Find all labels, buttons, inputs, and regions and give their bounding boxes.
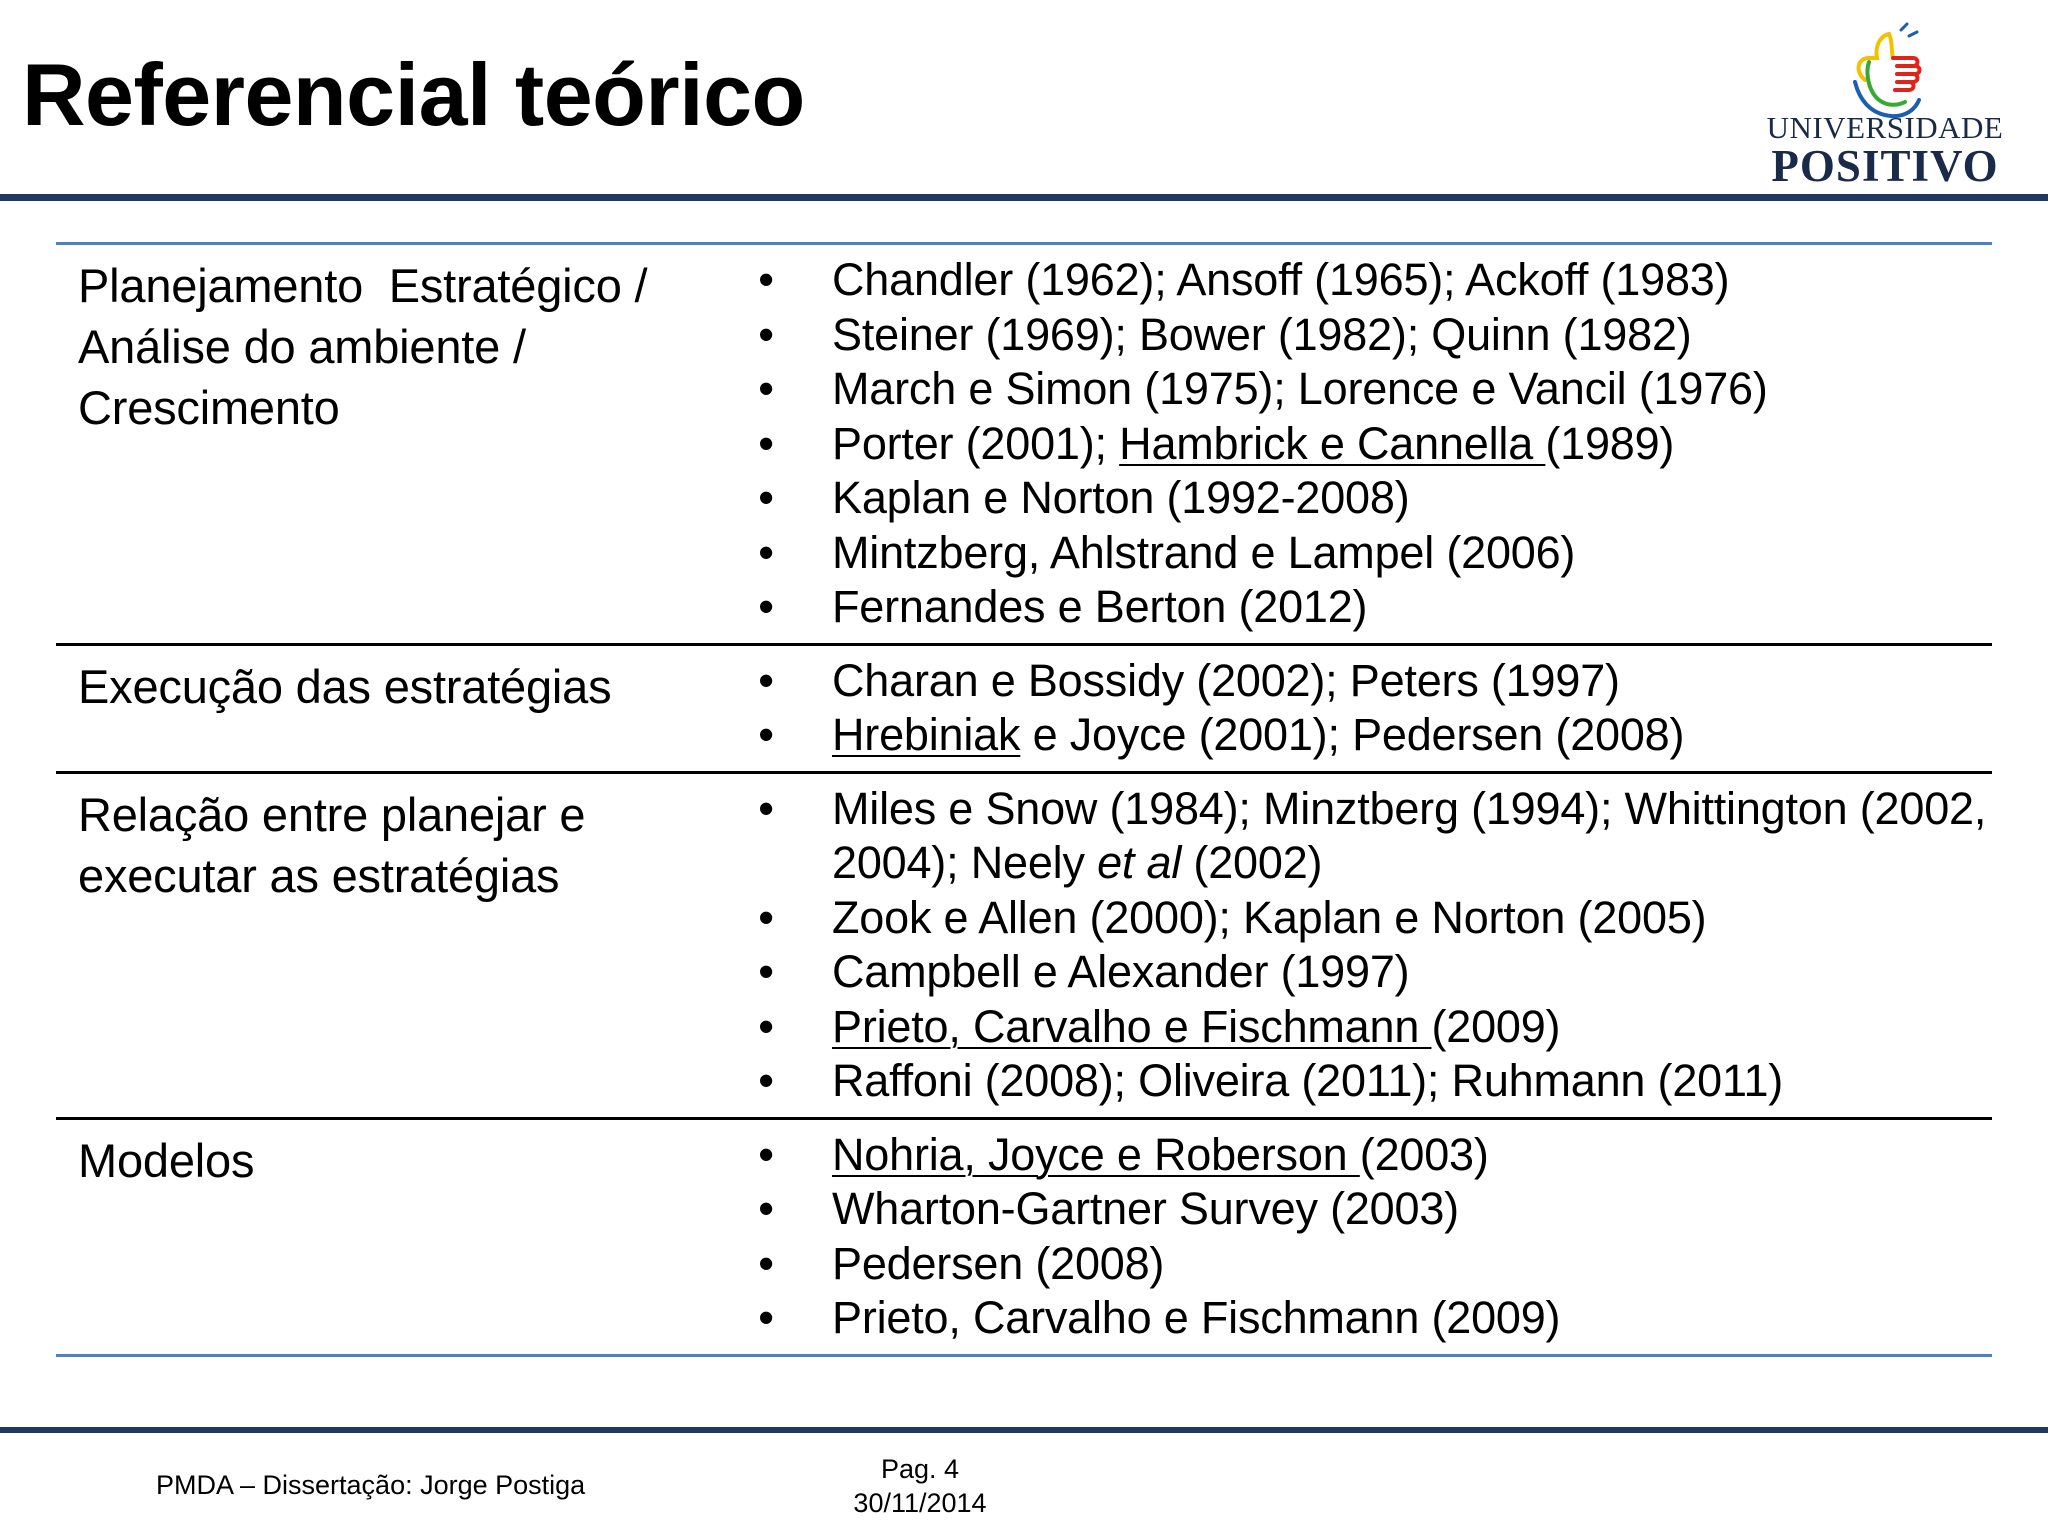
reference-text: Charan e Bossidy (2002); Peters (1997)	[832, 654, 1620, 706]
bullet-icon: •	[758, 709, 774, 760]
topic-label: Execução das estratégias	[78, 659, 612, 713]
bullet-icon: •	[758, 363, 774, 414]
table-row	[56, 772, 1992, 1118]
reference-item	[756, 417, 1992, 472]
header-divider	[0, 194, 2048, 201]
bullet-icon: •	[758, 1292, 774, 1343]
footer-divider	[0, 1427, 2048, 1433]
bullet-icon: •	[758, 782, 774, 834]
reference-text: Prieto, Carvalho e Fischmann (2009)	[832, 1292, 1561, 1343]
slide-date: 30/11/2014	[853, 1488, 987, 1518]
footer-page-info	[820, 1452, 1020, 1520]
reference-text: Porter (2001);	[832, 417, 1120, 469]
reference-item	[756, 1182, 1992, 1237]
bullet-icon: •	[758, 654, 774, 706]
topic-cell	[56, 644, 756, 772]
reference-text: Nohria, Joyce e Roberson	[832, 1128, 1360, 1180]
references-cell	[756, 1118, 1992, 1355]
reference-item	[756, 1237, 1992, 1292]
bullet-icon: •	[758, 1128, 774, 1180]
references-cell	[756, 244, 1992, 645]
bullet-icon: •	[758, 1055, 774, 1106]
reference-text: e Joyce (2001); Pedersen (2008)	[1020, 709, 1685, 760]
logo-text-positivo: POSITIVO	[1771, 141, 1999, 191]
reference-text: (2003)	[1359, 1128, 1489, 1180]
topic-cell	[56, 772, 756, 1118]
reference-text: Pedersen (2008)	[832, 1237, 1165, 1289]
reference-text: Zook e Allen (2000); Kaplan e Norton (2005)	[832, 891, 1707, 943]
reference-item	[756, 362, 1992, 417]
reference-item	[756, 782, 1992, 891]
reference-text: Chandler (1962); Ansoff (1965); Ackoff (1983)	[832, 254, 1730, 305]
slide-title: Referencial teórico	[22, 45, 805, 144]
reference-item	[756, 308, 1992, 363]
reference-item	[756, 945, 1992, 1000]
reference-item	[756, 1291, 1992, 1346]
bullet-icon: •	[758, 254, 774, 305]
topic-cell	[56, 244, 756, 645]
bullet-icon: •	[758, 1237, 774, 1289]
topic-label: Planejamento Estratégico / Análise do ambiente / Crescimento	[78, 259, 648, 434]
reference-item	[756, 891, 1992, 946]
reference-list	[756, 253, 1992, 635]
reference-text: March e Simon (1975); Lorence e Vancil (1976)	[832, 363, 1768, 414]
reference-text: Fernandes e Berton (2012)	[832, 581, 1368, 632]
page-number: Pag. 4	[880, 1454, 960, 1484]
bullet-icon: •	[758, 1000, 774, 1052]
reference-list	[756, 1128, 1992, 1346]
topic-label: Relação entre planejar e executar as estratégias	[78, 787, 586, 902]
reference-text: (2002)	[1181, 837, 1323, 888]
footer-presentation-info: PMDA – Dissertação: Jorge Postiga	[156, 1470, 586, 1500]
bullet-icon: •	[758, 1183, 774, 1234]
bullet-icon: •	[758, 891, 774, 943]
reference-item	[756, 526, 1992, 581]
reference-item	[756, 1128, 1992, 1183]
reference-text: Hambrick e Cannella	[1119, 417, 1546, 469]
table-row	[56, 1118, 1992, 1355]
logo-text-universidade: UNIVERSIDADE	[1766, 110, 2004, 145]
reference-text: Prieto, Carvalho e Fischmann	[832, 1000, 1432, 1052]
bullet-icon: •	[758, 946, 774, 997]
bullet-icon: •	[758, 472, 774, 523]
reference-item	[756, 1000, 1992, 1055]
topic-label: Modelos	[78, 1133, 255, 1187]
table-row	[56, 244, 1992, 645]
university-logo	[1755, 18, 2015, 191]
references-cell	[756, 644, 1992, 772]
reference-text: Mintzberg, Ahlstrand e Lampel (2006)	[832, 526, 1576, 578]
table-row	[56, 644, 1992, 772]
reference-text: Wharton-Gartner Survey (2003)	[832, 1183, 1459, 1234]
reference-text: (2009)	[1431, 1000, 1561, 1052]
bullet-icon: •	[758, 581, 774, 632]
reference-item	[756, 253, 1992, 308]
reference-item	[756, 471, 1992, 526]
reference-item	[756, 580, 1992, 635]
reference-text: Kaplan e Norton (1992-2008)	[832, 472, 1410, 523]
reference-list	[756, 782, 1992, 1109]
reference-item	[756, 708, 1992, 763]
thumbs-up-icon	[1835, 22, 1931, 122]
bullet-icon: •	[758, 526, 774, 578]
reference-text: Campbell e Alexander (1997)	[832, 946, 1410, 997]
reference-text: Hrebiniak	[832, 709, 1021, 760]
references-cell	[756, 772, 1992, 1118]
reference-text: Miles e Snow (1984); Minztberg (1994); Whittington (2002, 2004); Neely	[832, 782, 1987, 888]
reference-text: (1989)	[1545, 417, 1675, 469]
bullet-icon: •	[758, 417, 774, 469]
references-table	[56, 242, 1992, 1357]
reference-text: Steiner (1969); Bower (1982); Quinn (1982)	[832, 308, 1692, 360]
reference-item	[756, 654, 1992, 709]
reference-item	[756, 1054, 1992, 1109]
reference-list	[756, 654, 1992, 763]
topic-cell	[56, 1118, 756, 1355]
bullet-icon: •	[758, 308, 774, 360]
reference-text: Raffoni (2008); Oliveira (2011); Ruhmann (2011)	[832, 1055, 1784, 1106]
reference-text: et al	[1097, 837, 1182, 888]
